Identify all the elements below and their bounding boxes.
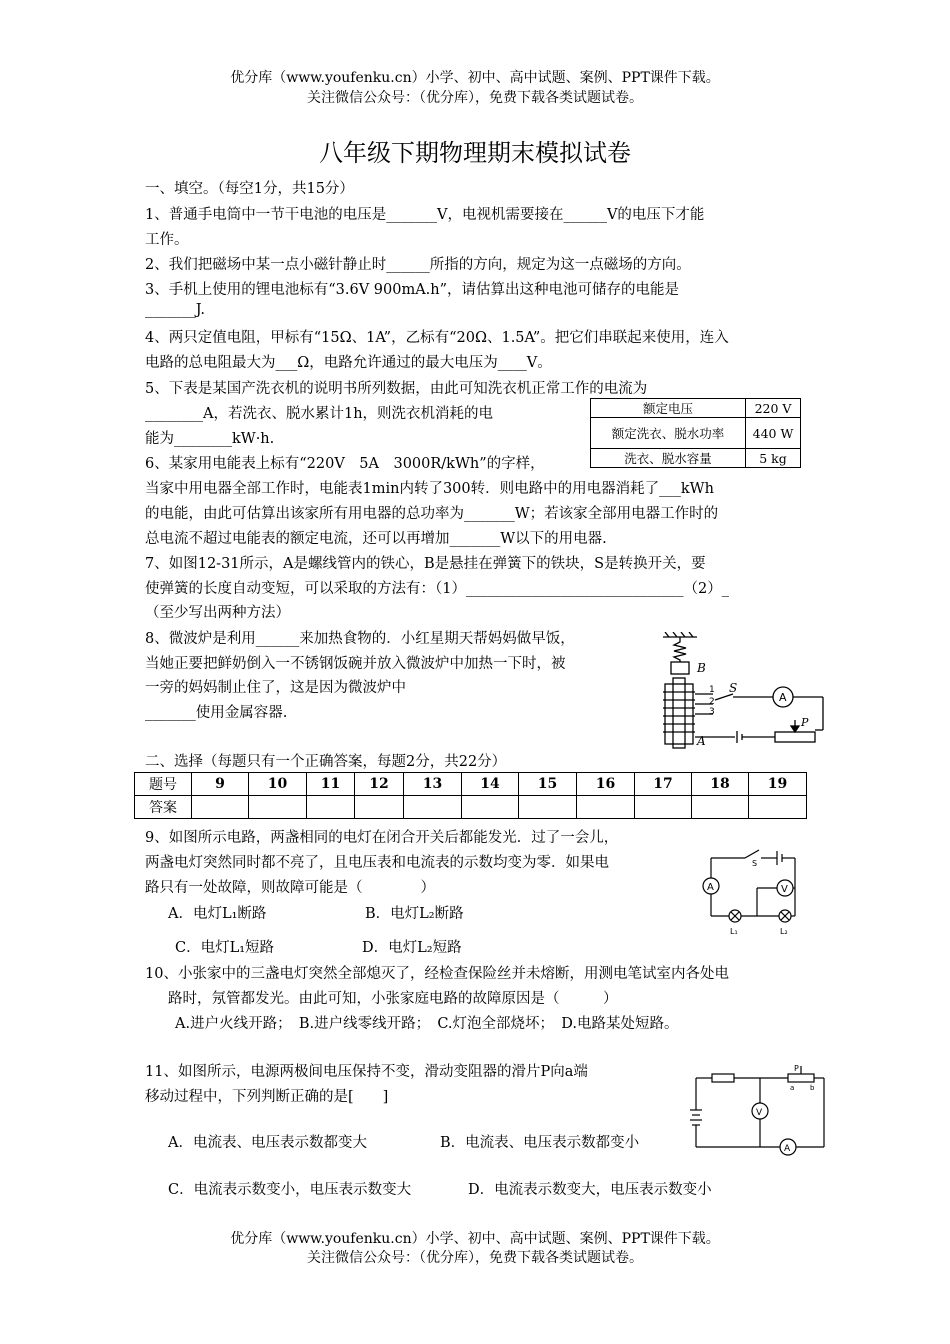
fig11-ammeter-label: A [784,1144,791,1154]
spec-table [590,398,801,468]
answer-cell[interactable] [192,796,249,819]
fig11-label-b: b [810,1084,815,1092]
q3-line: _______J. [145,302,206,318]
q7-line: （至少写出两种方法） [145,605,290,621]
table-row [591,449,801,468]
answer-cell[interactable] [307,796,355,819]
answer-cell[interactable] [404,796,462,819]
q10-line: 路时，氖管都发光。由此可知，小张家庭电路的故障原因是（ ） [168,991,618,1007]
q9-option-a: A．电灯L₁断路 [168,906,267,922]
page-title: 八年级下期物理期末模拟试卷 [319,139,631,167]
spec-label: 额定洗衣、脱水功率 [591,418,746,449]
question-number: 13 [404,773,462,796]
section1-heading: 一、填空。（每空1分，共15分） [145,181,354,197]
fig7-label-2: 2 [709,697,715,707]
q5-line: ________A，若洗衣、脱水累计1h，则洗衣机消耗的电 [145,406,494,422]
question-number: 17 [635,773,692,796]
spec-value: 5 kg [746,449,801,468]
fig11-label-a: a [790,1084,795,1092]
answer-cell[interactable] [749,796,807,819]
q11-option-c: C．电流表示数变小，电压表示数变大 [168,1182,412,1198]
q8-line: 当她正要把鲜奶倒入一不锈钢饭碗并放入微波炉中加热一下时，被 [145,656,566,672]
q9-line: 两盏电灯突然同时都不亮了，且电压表和电流表的示数均变为零．如果电 [145,855,609,871]
fig7-label-a: A [697,734,706,748]
answer-cell[interactable] [635,796,692,819]
q5-line: 能为________kW·h. [145,431,275,447]
spec-value: 220 V [746,399,801,418]
q1-line: 工作。 [145,232,189,248]
question-number: 16 [577,773,635,796]
q6-line: 6、某家用电能表上标有“220V 5A 3000R/kWh”的字样， [145,456,545,472]
header-line-1: 优分库（www.youfenku.cn）小学、初中、高中试题、案例、PPT课件下载。 [230,70,720,86]
fig9-voltmeter-label: V [781,884,788,895]
q9-option-c: C．电灯L₁短路 [175,940,275,956]
question-number: 14 [462,773,519,796]
q9-option-b: B．电灯L₂断路 [365,906,464,922]
q5-line: 5、下表是某国产洗衣机的说明书所列数据，由此可知洗衣机正常工作的电流为 [145,381,648,397]
q11-option-d: D．电流表示数变大，电压表示数变小 [468,1182,712,1198]
fig9-label-s: S [752,859,758,868]
answer-table [134,772,807,819]
fig7-label-1: 1 [709,685,715,695]
table-row [135,796,807,819]
q11-option-a: A．电流表、电压表示数都变大 [168,1135,367,1151]
q11-option-b: B．电流表、电压表示数都变小 [440,1135,640,1151]
table-row [135,773,807,796]
footer-line-2: 关注微信公众号：（优分库），免费下载各类试题试卷。 [307,1250,643,1266]
fig7-label-b: B [697,661,706,675]
q2-line: 2、我们把磁场中某一点小磁针静止时______所指的方向，规定为这一点磁场的方向。 [145,257,691,273]
q11-line: 11、如图所示，电源两极间电压保持不变，滑动变阻器的滑片P向a端 [145,1064,588,1080]
spec-value: 440 W [746,418,801,449]
header-line-2: 关注微信公众号：（优分库），免费下载各类试题试卷。 [307,90,643,106]
answer-cell[interactable] [355,796,404,819]
table-row [591,418,801,449]
q7-line: 7、如图12-31所示，A是螺线管内的铁心，B是悬挂在弹簧下的铁块，S是转换开关，要 [145,556,706,572]
q8-line: 一旁的妈妈制止住了，这是因为微波炉中 [145,680,406,696]
fig11-voltmeter-label: V [756,1108,763,1118]
answer-table-header: 题号 [135,773,192,796]
footer-line-1: 优分库（www.youfenku.cn）小学、初中、高中试题、案例、PPT课件下载。 [230,1231,720,1247]
q6-line: 当家中用电器全部工作时，电能表1min内转了300转．则电路中的用电器消耗了___kWh [145,481,714,497]
section2-heading: 二、选择（每题只有一个正确答案，每题2分，共22分） [145,754,507,770]
q10-options: A.进户火线开路； B.进户线零线开路； C.灯泡全部烧坏； D.电路某处短路。 [175,1016,679,1032]
q1-line: 1、普通手电筒中一节干电池的电压是_______V，电视机需要接在______V的电压下才能 [145,207,705,223]
q6-line: 总电流不超过电能表的额定电流，还可以再增加_______W以下的用电器. [145,531,607,547]
q3-line: 3、手机上使用的锂电池标有“3.6V 900mA.h”，请估算出这种电池可储存的电能是 [145,282,680,298]
question-number: 18 [692,773,749,796]
fig9-label-l1: L₁ [730,927,738,936]
q9-line: 9、如图所示电路，两盏相同的电灯在闭合开关后都能发光．过了一会儿， [145,830,619,846]
circuit-figure-q11 [688,1062,828,1160]
question-number: 10 [249,773,307,796]
fig7-label-3: 3 [709,707,715,717]
question-number: 11 [307,773,355,796]
answer-table-label: 答案 [135,796,192,819]
fig7-label-p: P [801,716,809,729]
answer-cell[interactable] [249,796,307,819]
fig7-label-s: S [729,681,738,695]
q7-line: 使弹簧的长度自动变短，可以采取的方法有：（1）______________________________（2）_ [145,581,729,597]
q8-line: 8、微波炉是利用______来加热食物的．小红星期天帮妈妈做早饭， [145,631,575,647]
circuit-figure-q9 [695,846,815,940]
question-number: 15 [519,773,577,796]
q4-line: 电路的总电阻最大为___Ω，电路允许通过的最大电压为____V。 [145,355,552,371]
q9-option-d: D．电灯L₂短路 [362,940,462,956]
q9-line: 路只有一处故障，则故障可能是（ ） [145,880,435,896]
answer-cell[interactable] [692,796,749,819]
question-number: 19 [749,773,807,796]
q11-line: 移动过程中，下列判断正确的是[ ] [145,1089,389,1105]
spec-label: 洗衣、脱水容量 [591,449,746,468]
fig11-label-p: P [794,1064,799,1073]
q8-line: _______使用金属容器. [145,705,288,721]
answer-cell[interactable] [577,796,635,819]
spec-label: 额定电压 [591,399,746,418]
answer-cell[interactable] [519,796,577,819]
fig7-ammeter-label: A [779,691,787,704]
q6-line: 的电能，由此可估算出该家所有用电器的总功率为_______W；若该家全部用电器工作时的 [145,506,719,522]
q4-line: 4、两只定值电阻，甲标有“15Ω、1A”，乙标有“20Ω、1.5A”。把它们串联起来使用，连入 [145,330,729,346]
q10-line: 10、小张家中的三盏电灯突然全部熄灭了，经检查保险丝并未熔断，用测电笔试室内各处电 [145,966,729,982]
electromagnet-figure [655,632,830,750]
question-number: 12 [355,773,404,796]
fig9-ammeter-label: A [707,882,714,893]
table-row [591,399,801,418]
question-number: 9 [192,773,249,796]
fig9-label-l2: L₂ [780,927,788,936]
answer-cell[interactable] [462,796,519,819]
